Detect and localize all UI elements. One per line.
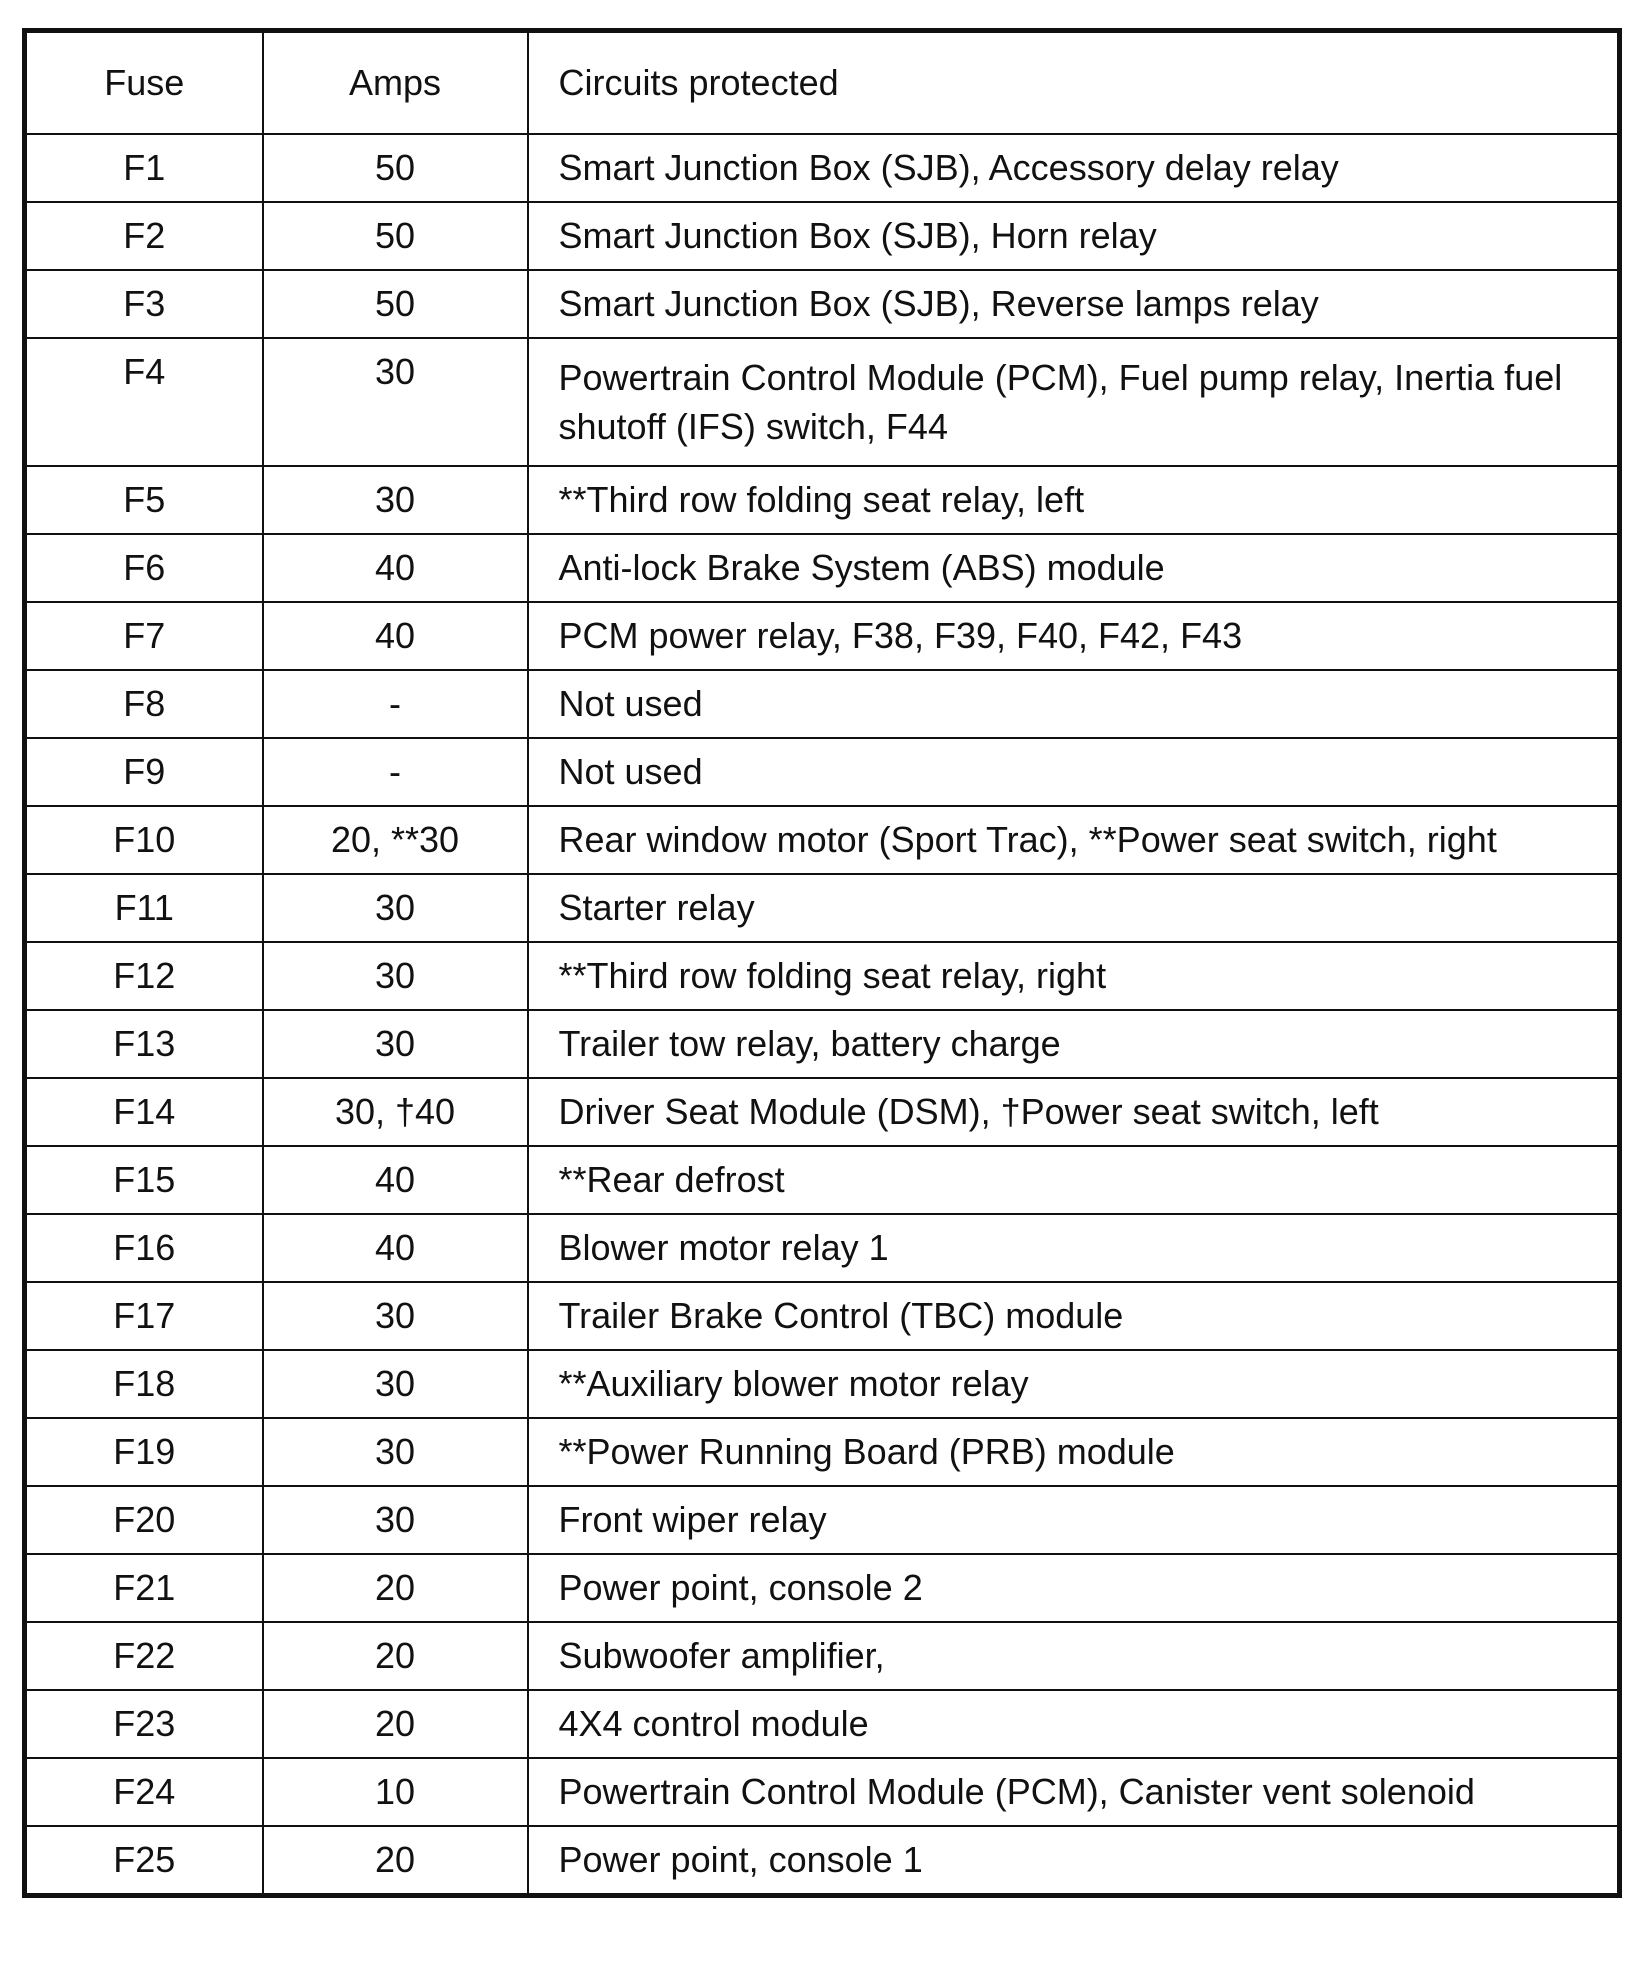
amps-cell: - bbox=[263, 738, 528, 806]
header-amps: Amps bbox=[263, 31, 528, 135]
amps-cell: 30 bbox=[263, 466, 528, 534]
fuse-cell: F8 bbox=[25, 670, 263, 738]
fuse-cell: F21 bbox=[25, 1554, 263, 1622]
header-circuits: Circuits protected bbox=[528, 31, 1620, 135]
fuse-cell: F14 bbox=[25, 1078, 263, 1146]
circuits-cell: PCM power relay, F38, F39, F40, F42, F43 bbox=[528, 602, 1620, 670]
circuits-cell: **Auxiliary blower motor relay bbox=[528, 1350, 1620, 1418]
fuse-cell: F24 bbox=[25, 1758, 263, 1826]
amps-cell: 20 bbox=[263, 1622, 528, 1690]
amps-cell: 40 bbox=[263, 1146, 528, 1214]
amps-cell: 50 bbox=[263, 270, 528, 338]
fuse-cell: F20 bbox=[25, 1486, 263, 1554]
fuse-cell: F11 bbox=[25, 874, 263, 942]
fuse-table bbox=[22, 28, 1622, 1898]
table-row bbox=[25, 466, 1620, 534]
amps-cell: 20 bbox=[263, 1554, 528, 1622]
circuits-cell: Rear window motor (Sport Trac), **Power seat switch, right bbox=[528, 806, 1620, 874]
circuits-cell: Smart Junction Box (SJB), Reverse lamps relay bbox=[528, 270, 1620, 338]
table-row bbox=[25, 1826, 1620, 1896]
circuits-cell: **Third row folding seat relay, left bbox=[528, 466, 1620, 534]
circuits-cell: Not used bbox=[528, 670, 1620, 738]
amps-cell: 30 bbox=[263, 1418, 528, 1486]
table-row bbox=[25, 942, 1620, 1010]
table-row bbox=[25, 1146, 1620, 1214]
fuse-cell: F9 bbox=[25, 738, 263, 806]
table-row bbox=[25, 534, 1620, 602]
fuse-cell: F1 bbox=[25, 134, 263, 202]
circuits-cell: Starter relay bbox=[528, 874, 1620, 942]
circuits-cell: 4X4 control module bbox=[528, 1690, 1620, 1758]
circuits-cell: Subwoofer amplifier, bbox=[528, 1622, 1620, 1690]
circuits-cell: Power point, console 2 bbox=[528, 1554, 1620, 1622]
fuse-cell: F10 bbox=[25, 806, 263, 874]
circuits-cell: Smart Junction Box (SJB), Horn relay bbox=[528, 202, 1620, 270]
table-row bbox=[25, 1214, 1620, 1282]
fuse-cell: F22 bbox=[25, 1622, 263, 1690]
amps-cell: 30 bbox=[263, 1282, 528, 1350]
amps-cell: 30, †40 bbox=[263, 1078, 528, 1146]
circuits-cell: **Third row folding seat relay, right bbox=[528, 942, 1620, 1010]
table-row bbox=[25, 1554, 1620, 1622]
fuse-cell: F13 bbox=[25, 1010, 263, 1078]
fuse-cell: F19 bbox=[25, 1418, 263, 1486]
circuits-cell: Front wiper relay bbox=[528, 1486, 1620, 1554]
table-row bbox=[25, 602, 1620, 670]
circuits-cell: Not used bbox=[528, 738, 1620, 806]
circuits-cell: Smart Junction Box (SJB), Accessory delay relay bbox=[528, 134, 1620, 202]
table-row bbox=[25, 1282, 1620, 1350]
fuse-cell: F16 bbox=[25, 1214, 263, 1282]
table-row bbox=[25, 1350, 1620, 1418]
fuse-cell: F7 bbox=[25, 602, 263, 670]
fuse-cell: F6 bbox=[25, 534, 263, 602]
amps-cell: 40 bbox=[263, 1214, 528, 1282]
amps-cell: 30 bbox=[263, 1350, 528, 1418]
amps-cell: 50 bbox=[263, 134, 528, 202]
fuse-cell: F4 bbox=[25, 338, 263, 466]
header-fuse: Fuse bbox=[25, 31, 263, 135]
circuits-cell: Blower motor relay 1 bbox=[528, 1214, 1620, 1282]
table-row bbox=[25, 134, 1620, 202]
amps-cell: 20, **30 bbox=[263, 806, 528, 874]
fuse-cell: F3 bbox=[25, 270, 263, 338]
amps-cell: 30 bbox=[263, 942, 528, 1010]
amps-cell: 40 bbox=[263, 534, 528, 602]
amps-cell: 20 bbox=[263, 1690, 528, 1758]
table-row bbox=[25, 1758, 1620, 1826]
circuits-cell: **Rear defrost bbox=[528, 1146, 1620, 1214]
amps-cell: 10 bbox=[263, 1758, 528, 1826]
amps-cell: 50 bbox=[263, 202, 528, 270]
fuse-cell: F23 bbox=[25, 1690, 263, 1758]
amps-cell: 30 bbox=[263, 1010, 528, 1078]
table-row bbox=[25, 670, 1620, 738]
circuits-cell: Trailer tow relay, battery charge bbox=[528, 1010, 1620, 1078]
circuits-cell: Trailer Brake Control (TBC) module bbox=[528, 1282, 1620, 1350]
fuse-cell: F17 bbox=[25, 1282, 263, 1350]
table-row bbox=[25, 202, 1620, 270]
amps-cell: 30 bbox=[263, 1486, 528, 1554]
table-row bbox=[25, 338, 1620, 466]
table-row bbox=[25, 1418, 1620, 1486]
fuse-cell: F5 bbox=[25, 466, 263, 534]
amps-cell: - bbox=[263, 670, 528, 738]
fuse-cell: F18 bbox=[25, 1350, 263, 1418]
table-row bbox=[25, 1622, 1620, 1690]
table-header-row bbox=[25, 31, 1620, 135]
amps-cell: 40 bbox=[263, 602, 528, 670]
circuits-cell: Power point, console 1 bbox=[528, 1826, 1620, 1896]
table-row bbox=[25, 874, 1620, 942]
amps-cell: 30 bbox=[263, 874, 528, 942]
circuits-cell: Powertrain Control Module (PCM), Fuel pump relay, Inertia fuel shutoff (IFS) switch, F44 bbox=[528, 338, 1620, 466]
fuse-cell: F15 bbox=[25, 1146, 263, 1214]
table-row bbox=[25, 1486, 1620, 1554]
fuse-cell: F25 bbox=[25, 1826, 263, 1896]
amps-cell: 20 bbox=[263, 1826, 528, 1896]
table-row bbox=[25, 806, 1620, 874]
fuse-cell: F12 bbox=[25, 942, 263, 1010]
table-row bbox=[25, 738, 1620, 806]
table-row bbox=[25, 270, 1620, 338]
amps-cell: 30 bbox=[263, 338, 528, 466]
table-row bbox=[25, 1078, 1620, 1146]
table-row bbox=[25, 1690, 1620, 1758]
circuits-cell: Driver Seat Module (DSM), †Power seat switch, left bbox=[528, 1078, 1620, 1146]
circuits-cell: Powertrain Control Module (PCM), Canister vent solenoid bbox=[528, 1758, 1620, 1826]
fuse-cell: F2 bbox=[25, 202, 263, 270]
circuits-cell: **Power Running Board (PRB) module bbox=[528, 1418, 1620, 1486]
table-row bbox=[25, 1010, 1620, 1078]
circuits-cell: Anti-lock Brake System (ABS) module bbox=[528, 534, 1620, 602]
